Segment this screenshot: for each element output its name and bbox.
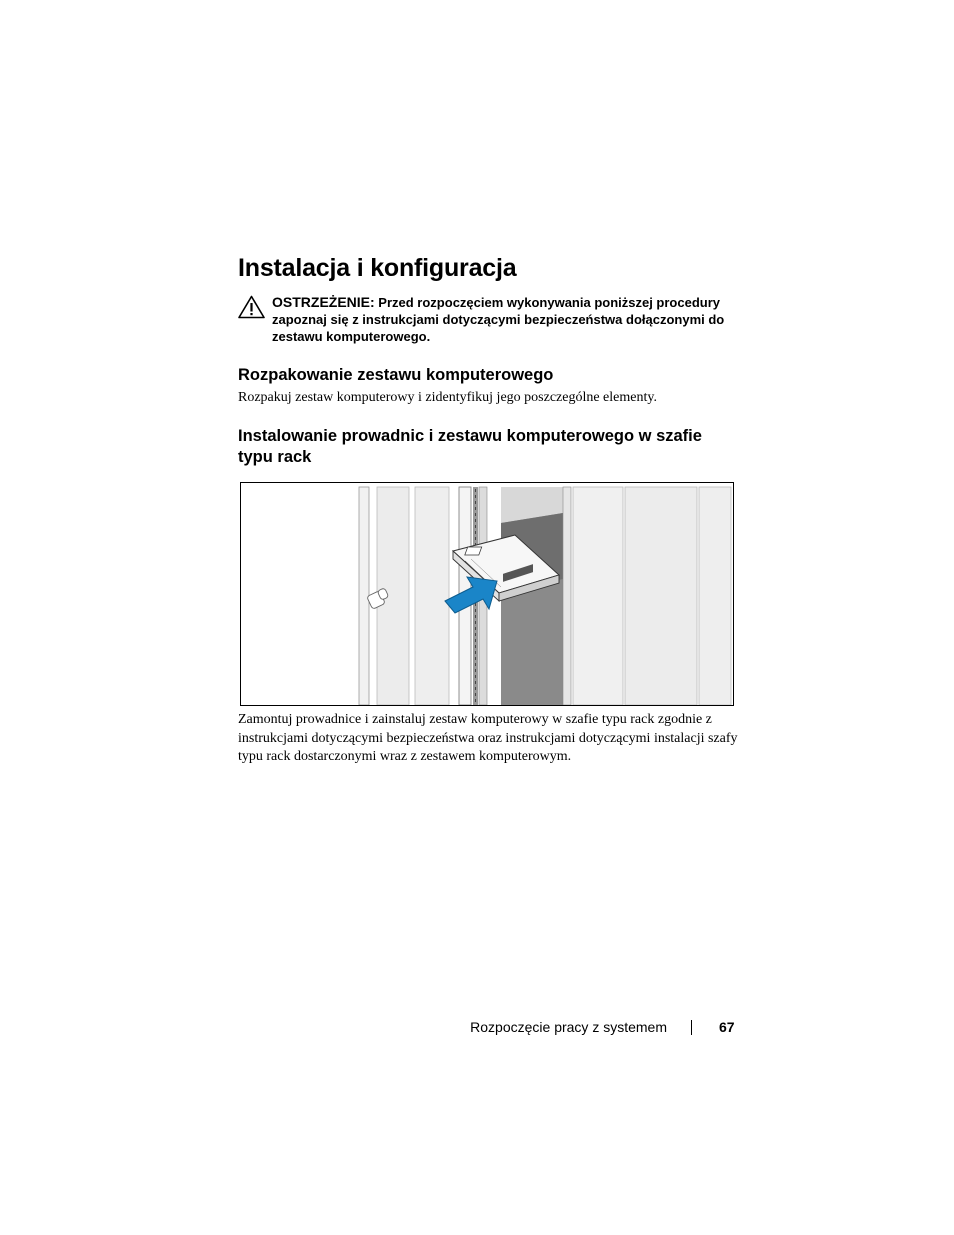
section-body-unpack: Rozpakuj zestaw komputerowy i zidentyfikuj jego poszczególne elementy. (238, 390, 657, 405)
warning-text (272, 294, 742, 345)
section-heading-install: Instalowanie prowadnic i zestawu komputerowego w szafie typu rack (238, 427, 702, 466)
footer-separator (691, 1020, 692, 1035)
warning-triangle-icon (238, 295, 265, 319)
footer-section-title: Rozpoczęcie pracy z systemem (470, 1019, 667, 1035)
page-footer (0, 1019, 954, 1039)
rack-server-install-illustration (241, 483, 733, 705)
warning-label: OSTRZEŻENIE: (272, 294, 375, 310)
page-title: Instalacja i konfiguracja (238, 254, 517, 282)
section-body-install: Zamontuj prowadnice i zainstaluj zestaw komputerowy w szafie typu rack zgodnie z instrukcjami dotyczącymi bezpieczeństwa oraz instrukcjami dotyczącymi instalacji szafy typu rack dostarczonymi wraz z zestawem komputerowym. (238, 712, 738, 764)
section-heading-unpack: Rozpakowanie zestawu komputerowego (238, 366, 554, 384)
warning-body: Przed rozpoczęciem wykonywania poniższej procedury zapoznaj się z instrukcjami dotyczącymi bezpieczeństwa dołączonymi do zestawu komputerowego. (272, 295, 725, 344)
page-number: 67 (719, 1019, 735, 1035)
rack-install-figure (240, 482, 734, 706)
